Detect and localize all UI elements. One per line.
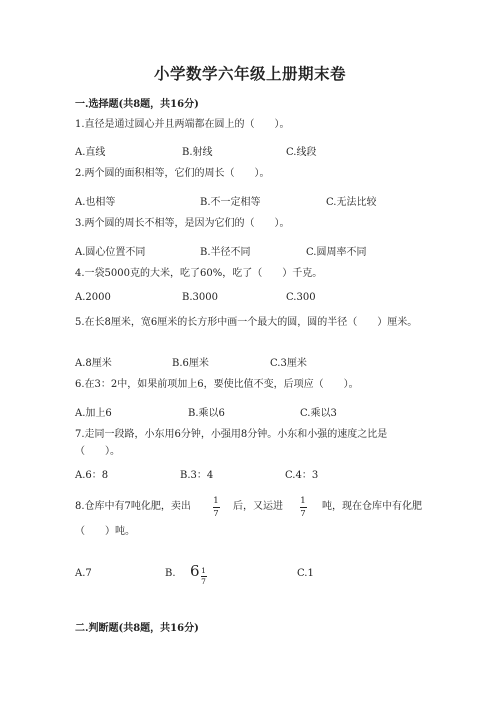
fraction-denominator: 7	[201, 577, 206, 586]
question-8-part3: 吨，现在仓库中有化肥	[322, 501, 422, 512]
q4-option-a: A.2000	[75, 292, 111, 303]
section-heading-choice: 一.选择题(共8题，共16分)	[75, 99, 199, 110]
fraction-numerator: 1	[201, 566, 206, 575]
q3-option-a: A.圆心位置不同	[75, 247, 146, 258]
question-3: 3.两个圆的周长不相等，是因为它们的（ ）。	[75, 218, 290, 229]
fraction-one-seventh	[298, 496, 308, 519]
q7-option-a: A.6：8	[75, 470, 109, 481]
fraction-bar	[213, 507, 220, 508]
q6-option-a: A.加上6	[75, 408, 112, 419]
q5-option-a: A.8厘米	[75, 358, 112, 369]
q5-option-c: C.3厘米	[270, 358, 307, 369]
q5-option-b: B.6厘米	[172, 358, 209, 369]
question-4: 4.一袋5000克的大米，吃了60%，吃了（ ）千克。	[75, 268, 323, 279]
q2-option-a: A.也相等	[75, 197, 116, 208]
question-8-part2: 后，又运进	[233, 501, 283, 512]
q6-option-c: C.乘以3	[300, 408, 337, 419]
q1-option-b: B.射线	[182, 147, 213, 158]
q1-option-c: C.线段	[286, 147, 317, 158]
q7-option-c: C.4：3	[285, 470, 319, 481]
fraction-denominator: 7	[213, 509, 219, 519]
question-6: 6.在3：2中，如果前项加上6，要使比值不变，后项应（ ）。	[75, 379, 359, 390]
q3-option-b: B.半径不同	[200, 247, 251, 258]
mixed-number-fraction	[201, 567, 207, 586]
q3-option-c: C.圆周率不同	[306, 247, 367, 258]
q8-option-b: B.	[165, 568, 176, 579]
question-1: 1.直径是通过圆心并且两端都在圆上的（ ）。	[75, 119, 290, 130]
fraction-bar	[300, 507, 307, 508]
q8-option-c: C.1	[297, 568, 314, 579]
mixed-number	[190, 561, 207, 586]
question-5: 5.在长8厘米，宽6厘米的长方形中画一个最大的圆，圆的半径（ ）厘米。	[75, 317, 418, 328]
question-8-part1: 8.仓库中有7吨化肥，卖出	[75, 501, 191, 512]
fraction-numerator: 1	[300, 496, 306, 506]
q2-option-c: C.无法比较	[326, 197, 377, 208]
page-title: 小学数学六年级上册期末卷	[153, 64, 346, 83]
fraction-one-seventh	[211, 496, 221, 519]
q8-option-a: A.7	[75, 568, 92, 579]
q4-option-c: C.300	[286, 292, 316, 303]
mixed-number-whole: 6	[190, 562, 200, 580]
question-2: 2.两个圆的面积相等，它们的周长（ ）。	[75, 168, 270, 179]
question-7: 7.走同一段路，小东用6分钟，小强用8分钟。小东和小强的速度之比是（ ）。	[75, 429, 388, 457]
question-8-part4: （ ）吨。	[75, 526, 135, 537]
q7-option-b: B.3：4	[180, 470, 214, 481]
section-heading-judgement: 二.判断题(共8题，共16分)	[75, 623, 199, 634]
fraction-denominator: 7	[300, 509, 306, 519]
q4-option-b: B.3000	[182, 292, 218, 303]
q2-option-b: B.不一定相等	[200, 197, 261, 208]
q1-option-a: A.直线	[75, 147, 106, 158]
fraction-numerator: 1	[213, 496, 219, 506]
q6-option-b: B.乘以6	[188, 408, 225, 419]
